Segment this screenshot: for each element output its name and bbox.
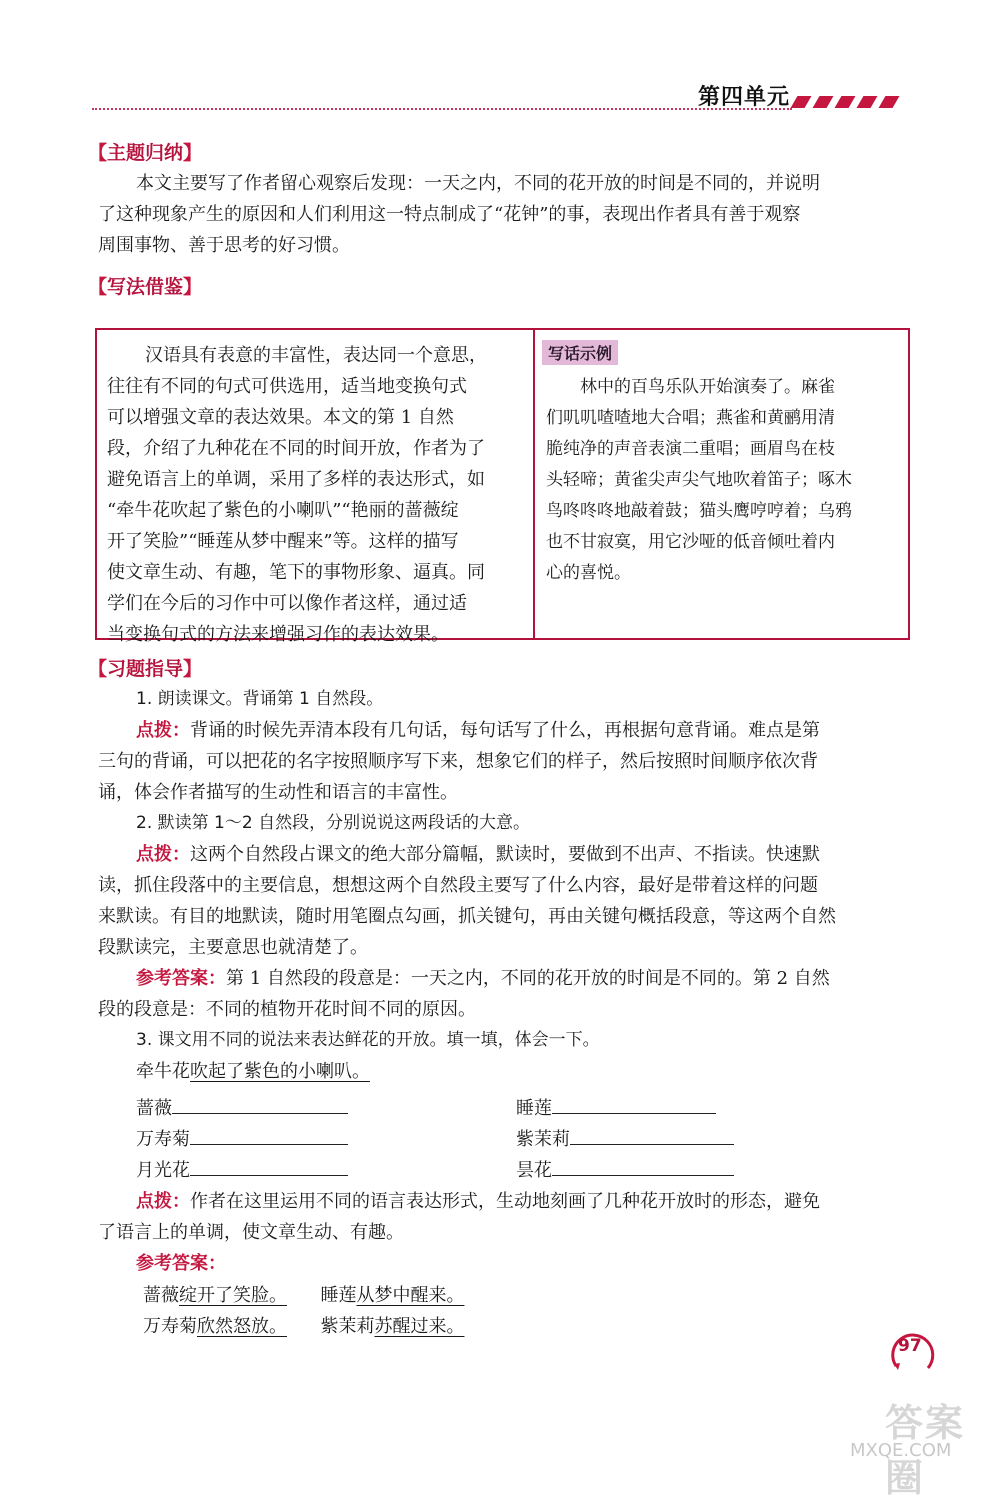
exercise-heading: 【习题指导】: [88, 658, 203, 680]
fill-right-column: [516, 1093, 766, 1186]
answer-blank[interactable]: [552, 1155, 734, 1176]
q1-hint-line: 点拨：背诵的时候先弄清本段有几句话，每句话写了什么，再根据句意背诵。难点是第: [136, 720, 820, 741]
fill-item: 万寿菊: [136, 1124, 386, 1155]
q3-hint: 点拨：作者在这里运用不同的语言表达形式，生动地刻画了几种花开放时的形态，避免 了语言上的单调，使文章生动、有趣。 参考答案：: [98, 1191, 820, 1274]
q3-example: 牵牛花吹起了紫色的小喇叭。: [136, 1061, 370, 1082]
question-3: 3. 课文用不同的说法来表达鲜花的开放。填一填，体会一下。: [136, 1030, 600, 1050]
header-stripes-decoration: [790, 96, 910, 110]
answer-blank[interactable]: [172, 1093, 348, 1114]
watermark-logo: 答案圈: [885, 1400, 966, 1500]
header-dotted-rule: [92, 108, 792, 110]
page-number: 97: [898, 1336, 922, 1356]
fill-item: 紫茉莉: [516, 1124, 766, 1155]
question-1: 1. 朗读课文。背诵第 1 自然段。: [136, 689, 384, 709]
method-heading: 【写法借鉴】: [88, 276, 203, 298]
fill-item: 蔷薇: [136, 1093, 386, 1124]
question-2: 2. 默读第 1～2 自然段，分别说说这两段话的大意。: [136, 813, 531, 833]
theme-heading: 【主题归纳】: [88, 142, 203, 164]
watermark-url: MXQE.COM: [850, 1440, 952, 1461]
method-box-divider: [533, 330, 535, 638]
answer-blank[interactable]: [190, 1124, 348, 1145]
fill-left-column: [136, 1093, 386, 1186]
exercise-body: 1. 朗读课文。背诵第 1 自然段。 点拨：背诵的时候先弄清本段有几句话，每句话写了什么，再根据句意背诵。难点是第 三句的背诵，可以把花的名字按照顺序写下来，想象它们的样子，然后按照时间顺序依次背 诵，体会作者描写的生动性和语言的丰富性。 2. 默读第 1～2 自然段，分别说说这两段话的大意。 点拨：这两个自然段占课文的绝大部分篇幅，默读时，要做到不出声、不指读。快速默 读，抓住段落中的主要信息，想想这两个自然段主要写了什么内容，最好是带着这样的问题 来默读。有目的地默读，随时用笔圈点勾画，抓关键句，再由关键句概括段意，等这两个自然 段默读完，主要意思也就清楚了。 参考答案：第 1 自然段的段意是：一天之内，不同的花开放的时间是不同的。第 2 自然 段的段意是：不同的植物开花时间不同的原因。 3. 课文用不同的说法来表达鲜花的开放。填一填，体会一下。 牵牛花吹起了紫色的小喇叭。: [98, 684, 918, 1087]
q2-hint-line: 点拨：这两个自然段占课文的绝大部分篇幅，默读时，要做到不出声、不指读。快速默: [136, 844, 820, 865]
answer-blank[interactable]: [552, 1093, 716, 1114]
writing-example-tag: 写话示例: [542, 340, 618, 365]
theme-paragraph: 本文主要写了作者留心观察后发现：一天之内，不同的花开放的时间是不同的，并说明 了这种现象产生的原因和人们利用这一特点制成了“花钟”的事，表现出作者具有善于观察 周围事物、善于思考的好习惯。: [98, 173, 820, 256]
fill-item: 睡莲: [516, 1093, 766, 1124]
answer-blank[interactable]: [570, 1124, 734, 1145]
q2-answer-line: 参考答案：第 1 自然段的段意是：一天之内，不同的花开放的时间是不同的。第 2 自然: [136, 968, 830, 989]
method-left-text: 汉语具有表意的丰富性，表达同一个意思， 往往有不同的句式可供选用，适当地变换句式 可以增强文章的表达效果。本文的第 1 自然 段，介绍了九种花在不同的时间开放，作者为了 避免语言上的单调，采用了多样的表达形式，如 “牵牛花吹起了紫色的小喇叭”“艳丽的蔷薇绽 开了笑脸”“睡莲从梦中醒来”等。这样的描写 使文章生动、有趣，笔下的事物形象、逼真。同 学们在今后的习作中可以像作者这样，通过适 当变换句式的方法来增强习作的表达效果。: [107, 345, 487, 645]
fill-item: 昙花: [516, 1155, 766, 1186]
unit-title: 第四单元: [698, 85, 791, 110]
answer-blank[interactable]: [190, 1155, 348, 1176]
q3-answers: 蔷薇绽开了笑脸。 睡莲从梦中醒来。 万寿菊欣然怒放。 紫茉莉苏醒过来。: [143, 1285, 465, 1337]
fill-item: 月光花: [136, 1155, 386, 1186]
method-right-text: 林中的百鸟乐队开始演奏了。麻雀 们叽叽喳喳地大合唱；燕雀和黄鹂用清 脆纯净的声音表演二重唱；画眉鸟在枝 头轻啼；黄雀尖声尖气地吹着笛子；啄木 鸟咚咚咚地敲着鼓；猫头鹰哼哼着；乌鸦 也不甘寂寞，用它沙哑的低音倾吐着内 心的喜悦。: [546, 377, 852, 583]
